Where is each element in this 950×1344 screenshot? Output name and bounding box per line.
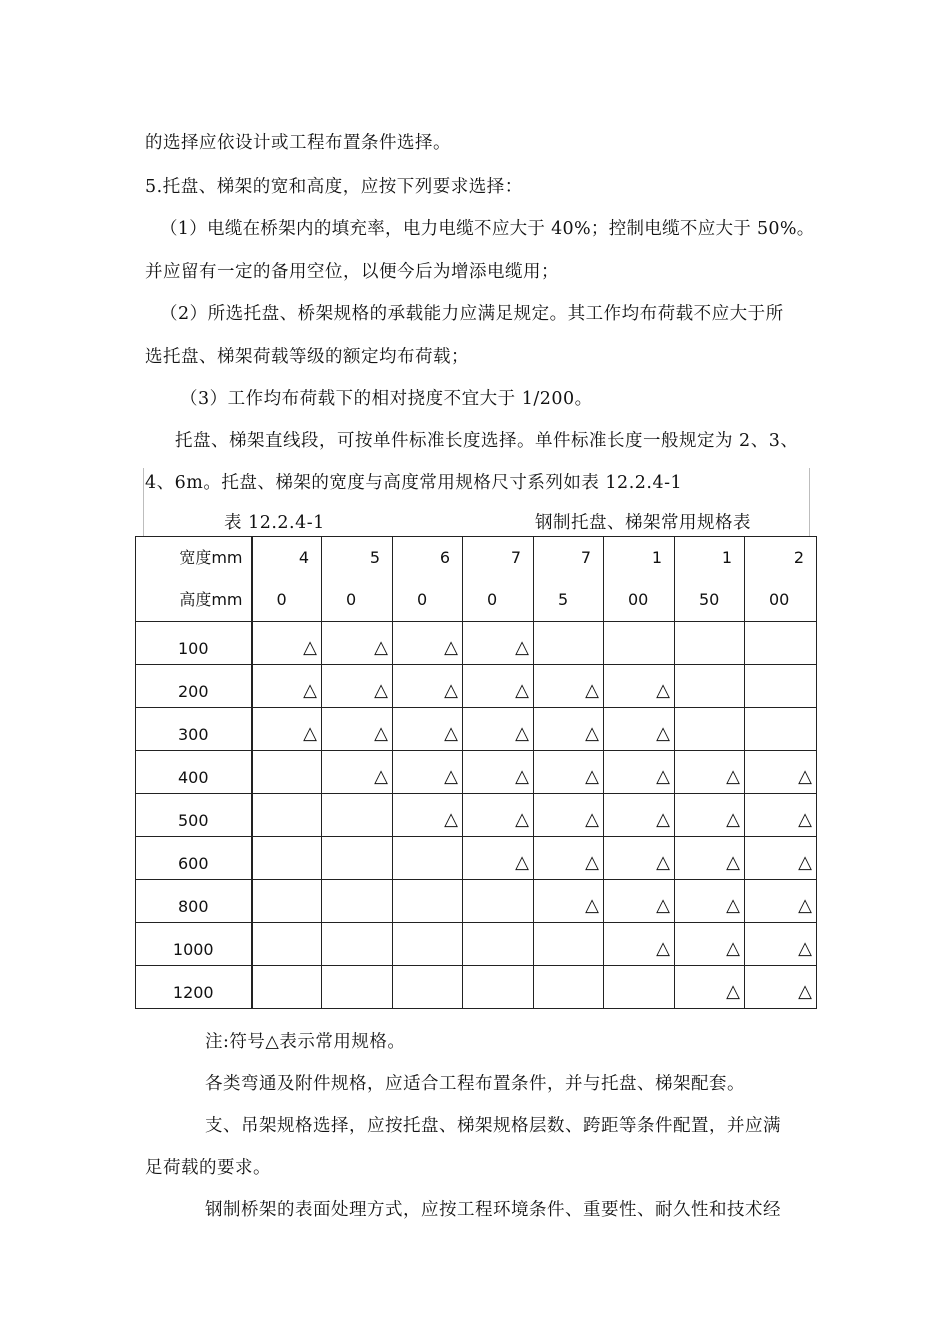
common-size-mark: △: [726, 808, 740, 830]
common-size-mark: △: [798, 851, 812, 873]
table-cell: [604, 665, 675, 708]
table-cell: [675, 622, 745, 665]
table-cell: [252, 708, 322, 751]
table-row: [136, 708, 817, 751]
common-size-mark: △: [726, 894, 740, 916]
common-size-mark: [393, 854, 462, 862]
common-size-mark: △: [726, 980, 740, 1002]
row-label: 200: [177, 681, 209, 701]
table-cell: [463, 708, 534, 751]
table-cell: [745, 923, 817, 966]
table-cell: [604, 880, 675, 923]
table-cell: [745, 794, 817, 837]
common-size-mark: △: [656, 808, 670, 830]
common-size-mark: △: [515, 722, 529, 744]
common-size-mark: [745, 639, 816, 647]
header-label-cell: [136, 537, 252, 622]
common-size-mark: [253, 897, 322, 905]
table-cell: [675, 708, 745, 751]
table-cell: [463, 880, 534, 923]
common-size-mark: △: [798, 980, 812, 1002]
table-cell: [604, 622, 675, 665]
common-size-mark: △: [656, 722, 670, 744]
common-size-mark: △: [303, 722, 317, 744]
table-row: [136, 880, 817, 923]
common-size-mark: △: [585, 679, 599, 701]
header-top-value: 4: [298, 548, 309, 567]
header-size-cell: [322, 537, 393, 622]
header-size-cell: [252, 537, 322, 622]
common-size-mark: [253, 768, 322, 776]
header-top-value: 6: [439, 548, 450, 567]
table-cell: [745, 966, 817, 1009]
table-cell: [393, 751, 463, 794]
common-size-mark: △: [444, 808, 458, 830]
common-size-mark: [534, 940, 603, 948]
header-bottom-value: 00: [628, 590, 649, 609]
common-size-mark: △: [798, 894, 812, 916]
common-size-mark: [393, 897, 462, 905]
common-size-mark: [745, 682, 816, 690]
row-label: 800: [177, 896, 209, 916]
paragraph-line: （1）电缆在桥架内的填充率，电力电缆不应大于 40%；控制电缆不应大于 50%。: [160, 219, 815, 239]
row-label: 500: [177, 810, 209, 830]
common-size-mark: [253, 983, 322, 991]
table-row: [136, 751, 817, 794]
header-size-cell: [675, 537, 745, 622]
table-cell: [393, 966, 463, 1009]
common-size-mark: △: [656, 851, 670, 873]
common-size-mark: [393, 983, 462, 991]
common-size-mark: △: [585, 894, 599, 916]
row-label: 1200: [172, 982, 214, 1002]
header-bottom-value: 0: [487, 590, 498, 609]
row-label-cell: [136, 708, 252, 751]
common-size-mark: [322, 897, 392, 905]
table-cell: [745, 880, 817, 923]
table-cell: [534, 751, 604, 794]
paragraph-line: 5.托盘、梯架的宽和高度，应按下列要求选择：: [145, 177, 523, 197]
table-cell: [675, 794, 745, 837]
table-row: [136, 837, 817, 880]
row-label: 1000: [172, 939, 214, 959]
table-cell: [252, 837, 322, 880]
table-row: [136, 622, 817, 665]
table-cell: [534, 794, 604, 837]
header-top-value: 2: [793, 548, 804, 567]
table-cell: [393, 794, 463, 837]
table-cell: [322, 665, 393, 708]
common-size-mark: [322, 940, 392, 948]
common-size-mark: △: [726, 937, 740, 959]
row-label-cell: [136, 665, 252, 708]
paragraph-line: 足荷载的要求。: [145, 1158, 271, 1178]
common-size-mark: △: [515, 808, 529, 830]
table-cell: [322, 751, 393, 794]
header-bottom-value: 0: [346, 590, 357, 609]
common-size-mark: [322, 854, 392, 862]
table-cell: [534, 966, 604, 1009]
row-label: 400: [177, 767, 209, 787]
paragraph-line: 支、吊架规格选择，应按托盘、梯架规格层数、跨距等条件配置，并应满: [205, 1116, 781, 1136]
header-size-cell: [745, 537, 817, 622]
common-size-mark: △: [656, 894, 670, 916]
common-size-mark: [463, 897, 533, 905]
table-cell: [604, 966, 675, 1009]
common-size-mark: △: [656, 765, 670, 787]
table-cell: [745, 708, 817, 751]
table-cell: [393, 880, 463, 923]
table-cell: [252, 966, 322, 1009]
row-label-cell: [136, 622, 252, 665]
paragraph-line: 各类弯通及附件规格，应适合工程布置条件，并与托盘、梯架配套。: [205, 1074, 745, 1094]
common-size-mark: △: [656, 679, 670, 701]
header-width-label: 宽度mm: [179, 548, 243, 567]
common-size-mark: △: [656, 937, 670, 959]
common-size-mark: △: [798, 937, 812, 959]
header-top-value: 5: [369, 548, 380, 567]
table-cell: [322, 622, 393, 665]
header-bottom-value: 0: [276, 590, 287, 609]
paragraph-line: 的选择应依设计或工程布置条件选择。: [145, 133, 451, 153]
common-size-mark: △: [798, 808, 812, 830]
table-cell: [322, 966, 393, 1009]
table-row: [136, 966, 817, 1009]
table-cell: [745, 665, 817, 708]
table-row: [136, 923, 817, 966]
common-size-mark: △: [585, 722, 599, 744]
common-size-mark: △: [303, 636, 317, 658]
header-size-cell: [604, 537, 675, 622]
common-size-mark: △: [444, 636, 458, 658]
spec-table: [135, 536, 817, 1009]
table-cell: [393, 923, 463, 966]
header-top-value: 7: [510, 548, 521, 567]
header-bottom-value: 50: [699, 590, 720, 609]
common-size-mark: △: [374, 722, 388, 744]
common-size-mark: △: [798, 765, 812, 787]
header-top-value: 1: [651, 548, 662, 567]
table-note: 注:符号△表示常用规格。: [205, 1032, 406, 1052]
common-size-mark: [253, 811, 322, 819]
table-caption-number: 表 12.2.4-1: [224, 513, 325, 533]
common-size-mark: △: [515, 679, 529, 701]
table-cell: [463, 665, 534, 708]
table-cell: [675, 880, 745, 923]
table-cell: [675, 923, 745, 966]
table-cell: [252, 665, 322, 708]
row-label-cell: [136, 837, 252, 880]
header-bottom-value: 5: [558, 590, 569, 609]
table-cell: [463, 794, 534, 837]
common-size-mark: [604, 983, 674, 991]
common-size-mark: [253, 854, 322, 862]
header-height-label: 高度mm: [179, 590, 243, 609]
common-size-mark: △: [726, 851, 740, 873]
table-cell: [745, 622, 817, 665]
common-size-mark: △: [444, 679, 458, 701]
table-cell: [322, 794, 393, 837]
table-cell: [463, 751, 534, 794]
common-size-mark: [322, 811, 392, 819]
table-cell: [534, 923, 604, 966]
table-cell: [393, 837, 463, 880]
common-size-mark: [534, 983, 603, 991]
table-cell: [534, 708, 604, 751]
row-label-cell: [136, 880, 252, 923]
common-size-mark: [253, 940, 322, 948]
common-size-mark: △: [374, 765, 388, 787]
table-cell: [534, 665, 604, 708]
header-top-value: 1: [721, 548, 732, 567]
paragraph-line: 并应留有一定的备用空位，以便今后为增添电缆用；: [145, 262, 559, 282]
row-label: 300: [177, 724, 209, 744]
common-size-mark: [675, 725, 744, 733]
common-size-mark: [322, 983, 392, 991]
row-label-cell: [136, 966, 252, 1009]
table-cell: [322, 708, 393, 751]
frame-left-line: [143, 468, 144, 536]
table-caption-title: 钢制托盘、梯架常用规格表: [535, 513, 751, 533]
table-cell: [604, 708, 675, 751]
table-row: [136, 794, 817, 837]
row-label-cell: [136, 794, 252, 837]
common-size-mark: [604, 639, 674, 647]
common-size-mark: △: [444, 765, 458, 787]
table-cell: [252, 794, 322, 837]
common-size-mark: △: [374, 636, 388, 658]
header-bottom-value: 00: [769, 590, 790, 609]
header-top-value: 7: [580, 548, 591, 567]
table-cell: [252, 923, 322, 966]
table-cell: [393, 665, 463, 708]
table-cell: [675, 751, 745, 794]
common-size-mark: [675, 639, 744, 647]
common-size-mark: △: [444, 722, 458, 744]
table-cell: [604, 751, 675, 794]
table-cell: [463, 966, 534, 1009]
paragraph-line: （2）所选托盘、桥架规格的承载能力应满足规定。其工作均布荷载不应大于所: [160, 304, 784, 324]
common-size-mark: △: [726, 765, 740, 787]
common-size-mark: [463, 983, 533, 991]
table-cell: [252, 880, 322, 923]
table-cell: [745, 837, 817, 880]
paragraph-line: 选托盘、梯架荷载等级的额定均布荷载；: [145, 347, 469, 367]
common-size-mark: △: [515, 851, 529, 873]
table-cell: [393, 708, 463, 751]
table-cell: [252, 622, 322, 665]
header-size-cell: [534, 537, 604, 622]
common-size-mark: [393, 940, 462, 948]
frame-right-line: [809, 468, 810, 536]
common-size-mark: △: [585, 851, 599, 873]
table-cell: [604, 794, 675, 837]
table-cell: [675, 837, 745, 880]
table-cell: [322, 880, 393, 923]
table-cell: [604, 837, 675, 880]
common-size-mark: △: [585, 808, 599, 830]
paragraph-line: （3）工作均布荷载下的相对挠度不宜大于 1/200。: [180, 389, 593, 409]
table-cell: [463, 622, 534, 665]
header-bottom-value: 0: [417, 590, 428, 609]
row-label-cell: [136, 923, 252, 966]
paragraph-line: 钢制桥架的表面处理方式，应按工程环境条件、重要性、耐久性和技术经: [205, 1200, 781, 1220]
common-size-mark: △: [374, 679, 388, 701]
paragraph-line: 托盘、梯架直线段，可按单件标准长度选择。单件标准长度一般规定为 2、3、: [175, 431, 799, 451]
table-cell: [675, 966, 745, 1009]
row-label: 600: [177, 853, 209, 873]
common-size-mark: [534, 639, 603, 647]
common-size-mark: △: [303, 679, 317, 701]
header-size-cell: [393, 537, 463, 622]
common-size-mark: △: [515, 765, 529, 787]
row-label-cell: [136, 751, 252, 794]
common-size-mark: [675, 682, 744, 690]
table-cell: [745, 751, 817, 794]
common-size-mark: △: [515, 636, 529, 658]
table-cell: [463, 837, 534, 880]
row-label: 100: [177, 638, 209, 658]
table-cell: [534, 880, 604, 923]
common-size-mark: [745, 725, 816, 733]
table-cell: [322, 923, 393, 966]
header-size-cell: [463, 537, 534, 622]
common-size-mark: △: [585, 765, 599, 787]
table-cell: [534, 622, 604, 665]
table-cell: [393, 622, 463, 665]
table-cell: [463, 923, 534, 966]
paragraph-line: 4、6m。托盘、梯架的宽度与高度常用规格尺寸系列如表 12.2.4-1: [145, 473, 683, 493]
table-cell: [322, 837, 393, 880]
table-row: [136, 665, 817, 708]
table-cell: [604, 923, 675, 966]
common-size-mark: [463, 940, 533, 948]
table-header-row: [136, 537, 817, 622]
table-cell: [534, 837, 604, 880]
table-cell: [252, 751, 322, 794]
table-cell: [675, 665, 745, 708]
